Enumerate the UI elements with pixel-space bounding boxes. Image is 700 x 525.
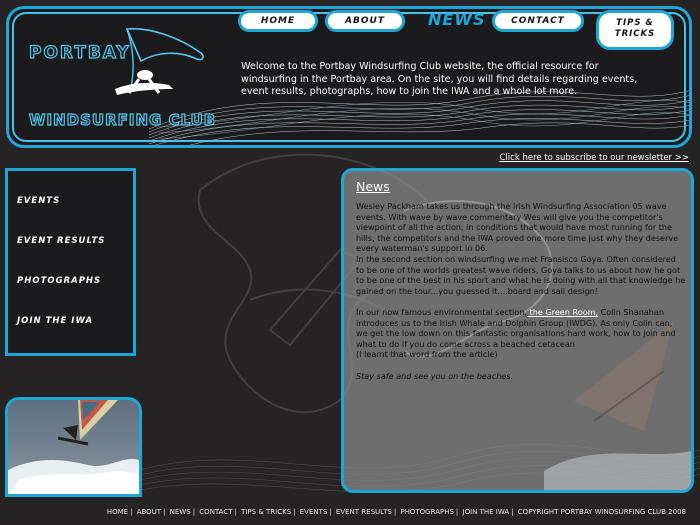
- footer-tips-link[interactable]: TIPS & TRICKS: [241, 508, 292, 516]
- footer-home-link[interactable]: HOME: [106, 508, 129, 516]
- footer-events-link[interactable]: EVENTS: [299, 508, 328, 516]
- news-p3-before: In our now famous environmental section,: [356, 306, 527, 317]
- sidenav-photographs[interactable]: PHOTOGRAPHS: [17, 276, 102, 286]
- footer-copyright: COPYRIGHT PORTBAY WINDSURFING CLUB 2008: [517, 508, 686, 516]
- footer-photographs-link[interactable]: PHOTOGRAPHS: [400, 508, 454, 516]
- sidenav-event-results[interactable]: EVENT RESULTS: [17, 236, 106, 246]
- news-paragraph-1: Wesley Packham takes us through the Irish Windsurfing Association 05 wave events. With wave by wave commentary Wes will give you the competitor's viewpoint of all the action, in conditions that would have most running for the hills, the competitors and the IWA proved one more time just why they deserve every waterman's support in 06.: [356, 201, 679, 254]
- footer-event-results-link[interactable]: EVENT RESULTS: [335, 508, 392, 516]
- sidenav-events[interactable]: EVENTS: [17, 196, 61, 206]
- logo-text-portbay: PORTBAY: [29, 43, 131, 63]
- nav-tips-line1: TIPS &: [616, 18, 654, 28]
- nav-tips-line2: TRICKS: [614, 29, 656, 39]
- footer-about-link[interactable]: ABOUT: [136, 508, 162, 516]
- sidenav-join-the-iwa[interactable]: JOIN THE IWA: [17, 316, 94, 326]
- footer-links: HOME | ABOUT | NEWS | CONTACT | TIPS & TRICKS | EVENTS | EVENT RESULTS | PHOTOGRAPHS | JOIN THE IWA | COPYRIGHT PORTBAY WINDSURFING CLUB 2008: [106, 508, 686, 516]
- nav-contact-button[interactable]: CONTACT: [492, 10, 584, 32]
- green-room-link[interactable]: the Green Room,: [526, 306, 599, 317]
- news-paragraph-3: [356, 307, 686, 349]
- windsurfer-photo-image: [8, 400, 139, 497]
- nav-about-button[interactable]: ABOUT: [325, 10, 405, 32]
- nav-news-active[interactable]: NEWS: [428, 10, 486, 29]
- footer-news-link[interactable]: NEWS: [169, 508, 191, 516]
- side-navigation: [5, 168, 136, 356]
- news-title: News: [356, 179, 390, 194]
- news-panel: [341, 168, 694, 493]
- intro-text: Welcome to the Portbay Windsurfing Club website, the official resource for windsurfing in the Portbay area. On the site, you will find details regarding events, event results, photographs, how to join the IWA and a whole lot more.: [241, 61, 638, 97]
- logo-text-windsurfing-club: WINDSURFING CLUB: [29, 111, 217, 129]
- windsurfer-photo: [5, 397, 142, 497]
- newsletter-link[interactable]: Click here to subscribe to our newsletter >>: [499, 153, 689, 163]
- news-p3-after: Colin Shanahan introduces us to the Irish Whale and Dolphin Group (IWDG). As only Colin can, we get the low down on this fantastic organisations hard work, how to join and what to do if you do come across a beached cetacean: [356, 306, 676, 349]
- news-paragraph-2: In the second section on windsurfing we met Fransisco Goya. Often considered to be one of the worlds greatest wave riders, Goya talks to us about how he got to be one of the best in his sport and what he is doing with all that knowledge he gained on the tour...you guessed it....board and sail design!: [356, 253, 686, 296]
- footer-join-link[interactable]: JOIN THE IWA: [462, 508, 510, 516]
- news-paragraph-4: Stay safe and see you on the beaches.: [356, 370, 514, 381]
- windsurfer-logo-icon: [109, 23, 219, 105]
- news-paragraph-3-note: (I learnt that word from the article): [356, 349, 498, 360]
- news-body: [356, 201, 686, 381]
- nav-tips-tricks-button[interactable]: [596, 10, 674, 50]
- footer-contact-link[interactable]: CONTACT: [199, 508, 233, 516]
- nav-home-button[interactable]: HOME: [238, 10, 318, 32]
